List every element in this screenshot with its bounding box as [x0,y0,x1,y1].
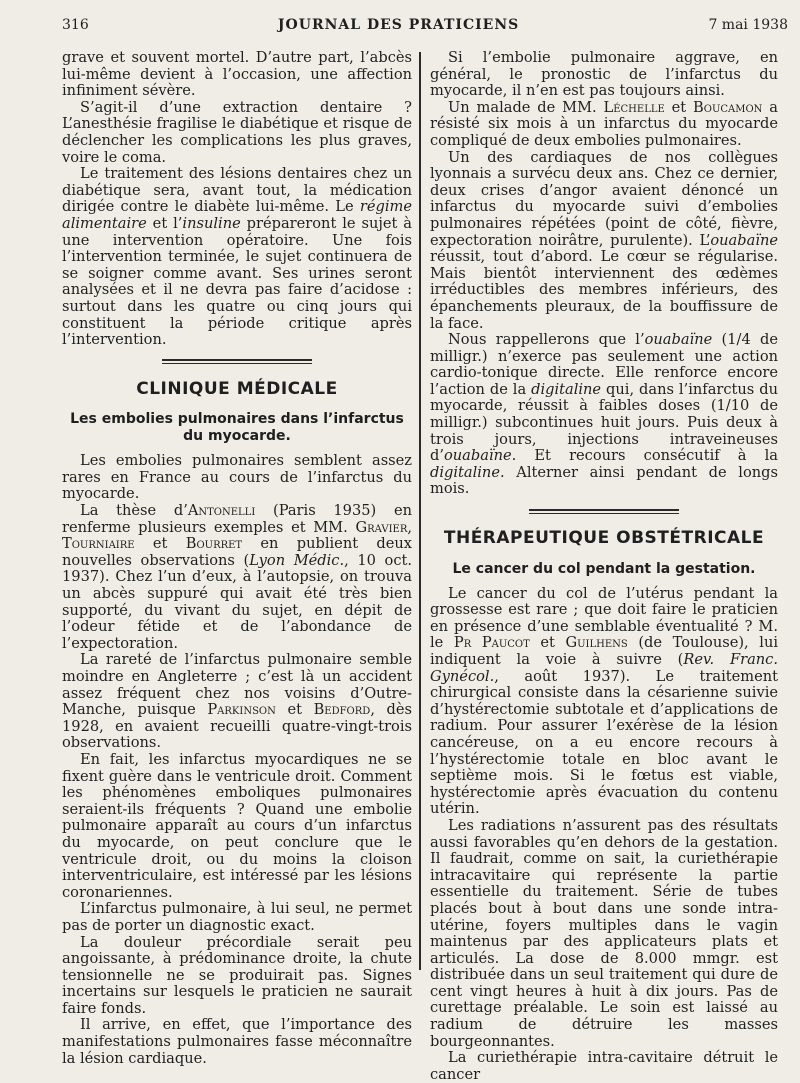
right-column [430,50,778,1083]
paragraph: La thèse d’Antonelli (Paris 1935) en renferme plusieurs exemples et MM. Gravier, Tourniaire et Bourret en publient deux nouvelles observations (Lyon Médic., 10 oct. 1937). Chez l’un d’eux, à l’autopsie, on trouva un abcès suppuré qui avait été très bien supporté, du vivant du sujet, en dépit de l’odeur fétide et de l’abondance de l’expectoration. [62,502,413,652]
section-separator [62,355,412,369]
page-number: 316 [62,17,89,33]
paragraph: Nous rappellerons que l’ouabaïne (1/4 de milligr.) n’exerce pas seulement une action cardio-tonique directe. Elle renforce encore l’action de la digitaline qui, dans l’infarctus du myocarde, réussit à faibles doses (1/10 de milligr.) subcontinues huit jours. Puis deux à trois jours, injections intraveineuses d’ouabaïne. Et recours consécutif à la digitaline. Alterner ainsi pendant de longs mois. [430,331,779,498]
paragraph: L’infarctus pulmonaire, à lui seul, ne permet pas de porter un diagnostic exact. [62,900,412,934]
paragraph: Le traitement des lésions dentaires chez un diabétique sera, avant tout, la médication dirigée contre le diabète lui-même. Le régime alimentaire et l’insuline prépareront le sujet à une intervention opératoire. Une fois l’intervention terminée, le sujet continuera de se soigner comme avant. Ses urines seront analysées et il ne devra pas faire d’acidose : surtout dans les quatre ou cinq jours qui constituent la période critique après l’intervention. [62,165,412,349]
section-title: THÉRAPEUTIQUE OBSTÉTRICALE [443,528,765,549]
section-separator [430,504,778,518]
paragraph: En fait, les infarctus myocardiques ne se fixent guère dans le ventricule droit. Comment les phénomènes emboliques pulmonaires seraient-ils fréquents ? Quand une embolie pulmonaire apparaît au cours d’un infarctus du myocarde, on peut conclure que le ventricule droit, ou du moins la cloison interventriculaire, est intéressé par les lésions coronariennes. [62,750,412,901]
section-title: CLINIQUE MÉDICALE [136,378,338,399]
paragraph: S’agit-il d’une extraction dentaire ? L’anesthésie fragilise le diabétique et risque de déclencher les complications les plus graves, voire le coma. [62,98,412,166]
column-divider [419,52,421,970]
paragraph: La curiethérapie intra-cavitaire détruit le cancer [430,1049,778,1083]
paragraph: grave et souvent mortel. D’autre part, l’abcès lui-même devient à l’occasion, une affection infiniment sévère. [62,49,412,100]
paragraph: Si l’embolie pulmonaire aggrave, en général, le pronostic de l’infarctus du myocarde, il n’en est pas toujours ainsi. [430,49,778,100]
article-title: Le cancer du col pendant la gestation. [452,560,756,577]
left-column [62,50,412,1067]
paragraph: La douleur précordiale serait peu angoissante, à prédominance droite, la chute tensionnelle ne se produirait pas. Signes incertains sur lesquels le praticien ne saurait faire fonds. [62,933,412,1017]
issue-date: 7 mai 1938 [708,17,788,33]
paragraph: Les embolies pulmonaires semblent assez rares en France au cours de l’infarctus du myocarde. [62,452,412,503]
paragraph: La rareté de l’infarctus pulmonaire semble moindre en Angleterre ; c’est là un accident assez fréquent chez nos voisins d’Outre-Manche, puisque Parkinson et Bedford, dès 1928, en avaient recueilli quatre-vingt-trois observations. [62,651,413,752]
paragraph: Le cancer du col de l’utérus pendant la grossesse est rare ; que doit faire le praticien en présence d’une semblable éventualité ? M. le Pr Paucot et Guilhens (de Toulouse), lui indiquent la voie à suivre (Rev. Franc. Gynécol., août 1937). Le traitement chirurgical consiste dans la césarienne suivie d’hystérectomie subtotale et d’applications de radium. Pour assurer l’exérèse de la lésion cancéreuse, on a eu encore recours à l’hystérectomie totale en bloc avant le septième mois. Si le fœtus est viable, hystérectomie après évacuation du contenu utérin. [430,584,779,818]
paragraph: Un des cardiaques de nos collègues lyonnais a survécu deux ans. Chez ce dernier, deux crises d’angor avaient dénoncé un infarctus du myocarde suivi d’embolies pulmonaires répétées (point de côté, fièvre, expectoration noirâtre, purulente). L’ouabaïne réussit, tout d’abord. Le cœur se régularise. Mais bientôt interviennent des œdèmes irréductibles des membres inférieurs, des épanchements pleuraux, de la bouffissure de la face. [430,148,778,332]
article-title: Les embolies pulmonaires dans l’infarctus du myocarde. [70,411,404,445]
paragraph: Un malade de MM. Léchelle et Boucamon a résisté six mois à un infarctus du myocarde compliqué de deux embolies pulmonaires. [430,98,778,149]
paragraph: Les radiations n’assurent pas des résultats aussi favorables qu’en dehors de la gestation. Il faudrait, comme on sait, la curiethérapie intracavitaire qui représente la partie essentielle du traitement. Série de tubes placés bout à bout dans une sonde intra-utérine, foyers multiples dans le vagin maintenus par des applicateurs plats et articulés. La dose de 8.000 mmgr. est distribuée dans un seul traitement qui dure de cent vingt heures à huit à dix jours. Pas de curettage préalable. Le soin est laissé au radium de détruire les masses bourgeonnantes. [430,816,778,1050]
paragraph: Il arrive, en effet, que l’importance des manifestations pulmonaires fasse méconnaître la lésion cardiaque. [62,1016,412,1067]
page-header [62,14,788,36]
journal-title: JOURNAL DES PRATICIENS [277,17,520,33]
